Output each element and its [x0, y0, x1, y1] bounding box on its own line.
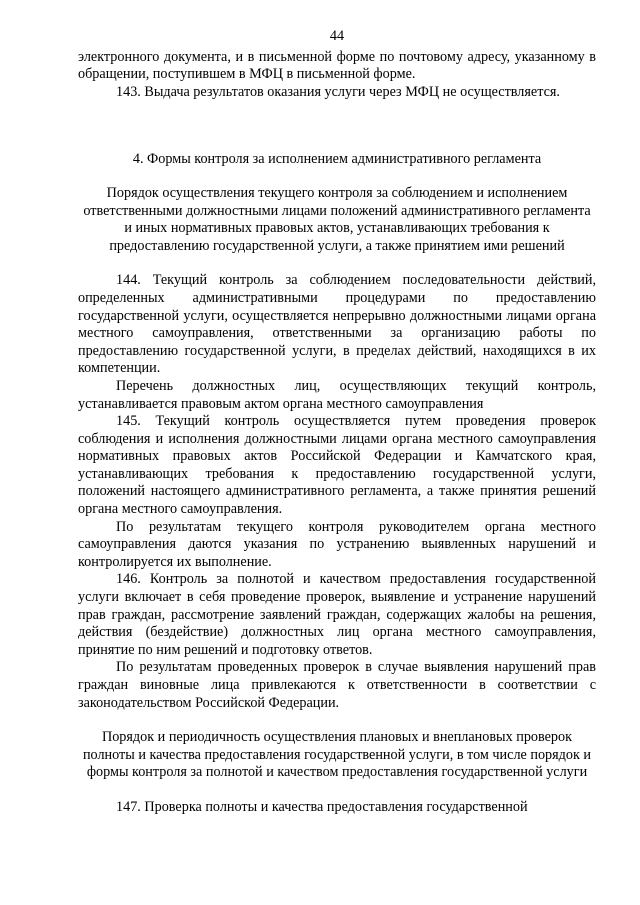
page-number: 44 [329, 28, 345, 44]
paragraph-146: 146. Контроль за полнотой и качеством предоставления государственной услуги включает в себя проведение проверок, выявление и устранение нарушений прав граждан, рассмотрение заявлений граждан, содержащих жалобы на решения, действия (бездействие) должностных лиц органа местного самоуправления, принятие по ним решений и подготовку ответов. [78, 571, 596, 658]
subheading-current-control: Порядок осуществления текущего контроля за соблюдением и исполнением ответственными должностными лицами положений административного регламента и иных нормативных правовых актов, устанавливающих требования к предоставлению государственной услуги, а также принятием ими решений [83, 184, 591, 254]
paragraph-145: 145. Текущий контроль осуществляется путем проведения проверок соблюдения и исполнения должностными лицами органа местного самоуправления нормативных правовых актов Российской Федерации и Камчатского края, устанавливающих требования к предоставлению государственной услуги, положений настоящего административного регламента, а также принятия решений органа местного самоуправления. [78, 413, 596, 518]
paragraph-liability: По результатам проведенных проверок в случае выявления нарушений прав граждан виновные лица привлекаются к ответственности в соответствии с законодательством Российской Федерации. [78, 659, 596, 711]
paragraph-143: 143. Выдача результатов оказания услуги через МФЦ не осуществляется. [116, 83, 560, 100]
paragraph-147: 147. Проверка полноты и качества предоставления государственной [116, 798, 528, 815]
paragraph-144: 144. Текущий контроль за соблюдением последовательности действий, определенных административными процедурами по предоставлению государственной услуги, осуществляется непрерывно должностными лицами органа местного самоуправления, ответственными за организацию работы по предоставлению государственной услуги, в пределах действий, находящихся в их компетенции. [78, 272, 596, 377]
paragraph-officials-list: Перечень должностных лиц, осуществляющих текущий контроль, устанавливается правовым актом органа местного самоуправления [78, 377, 596, 412]
subheading-inspections: Порядок и периодичность осуществления плановых и внеплановых проверок полноты и качества предоставления государственной услуги, в том числе порядок и формы контроля за полнотой и качеством предоставления государственной услуги [82, 729, 592, 781]
section-4-title: 4. Формы контроля за исполнением административного регламента [132, 151, 542, 168]
paragraph-continuation: электронного документа, и в письменной форме по почтовому адресу, указанному в обращении, поступившем в МФЦ в письменной форме. [78, 48, 596, 83]
paragraph-control-results: По результатам текущего контроля руководителем органа местного самоуправления даются указания по устранению выявленных нарушений и контролируется их выполнение. [78, 518, 596, 570]
document-page [78, 28, 596, 817]
